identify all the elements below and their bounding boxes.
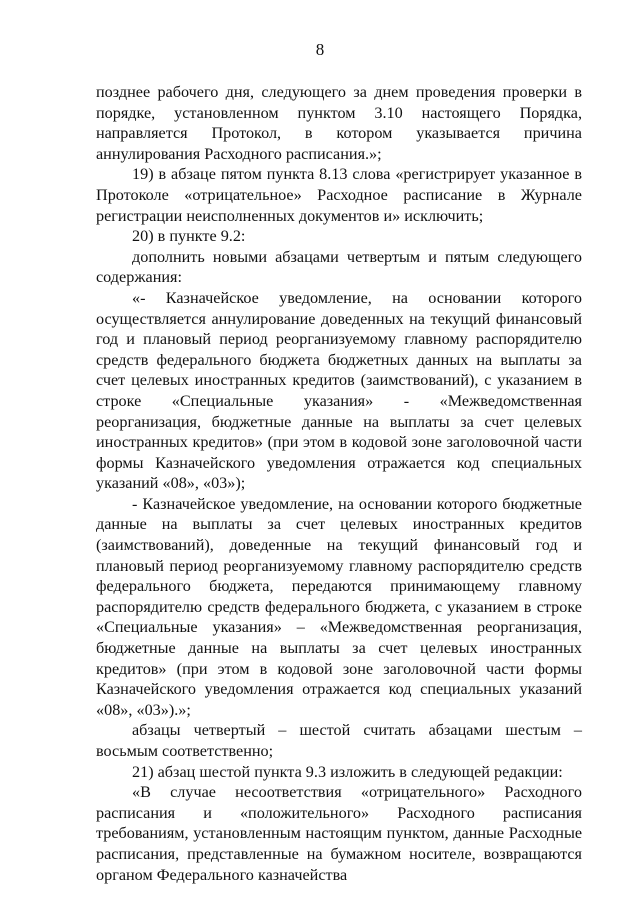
page-number: 8	[315, 40, 325, 59]
paragraph-renumber: абзацы четвертый – шестой считать абзацами шестым – восьмым соответственно;	[96, 721, 582, 760]
paragraph-item-20: 20) в пункте 9.2:	[132, 227, 246, 246]
paragraph-item-19: 19) в абзаце пятом пункта 8.13 слова «регистрирует указанное в Протоколе «отрицательное» Расходное расписание в Журнале регистрации неисполненных документов и» исключить;	[96, 165, 582, 225]
paragraph-item-21: 21) абзац шестой пункта 9.3 изложить в следующей редакции:	[132, 762, 563, 781]
paragraph-continuation: позднее рабочего дня, следующего за днем проведения проверки в порядке, установленном пунктом 3.10 настоящего Порядка, направляется Протокол, в котором указывается причина аннулирования Расходного расписания.»;	[96, 83, 582, 163]
paragraph-add-new-abzacy: дополнить новыми абзацами четвертым и пятым следующего содержания:	[96, 247, 582, 287]
document-body	[96, 82, 582, 885]
paragraph-quote-notice-1: «- Казначейское уведомление, на основании которого осуществляется аннулирование доведенных на текущий финансовый год и плановый период реорганизуемому главному распорядителю средств федерального бюджета бюджетных данных на выплаты за счет целевых иностранных кредитов (заимствований), с указанием в строке «Специальные указания» - «Межведомственная реорганизация, бюджетные данные на выплаты за счет целевых иностранных кредитов» (при этом в кодовой зоне заголовочной части формы Казначейского уведомления отражается код специальных указаний «08», «03»);	[96, 288, 582, 493]
paragraph-new-wording: «В случае несоответствия «отрицательного» Расходного расписания и «положительного» Расходного расписания требованиям, установленным настоящим пунктом, данные Расходные расписания, представленные на бумажном носителе, возвращаются органом Федерального казначейства	[96, 783, 582, 884]
paragraph-quote-notice-2: - Казначейское уведомление, на основании которого бюджетные данные на выплаты за счет целевых иностранных кредитов (заимствований), доведенные на текущий финансовый год и плановый период реорганизуемому главному распорядителю средств федерального бюджета, передаются принимающему главному распорядителю средств федерального бюджета, с указанием в строке «Специальные указания» – «Межведомственная реорганизация, бюджетные данные на выплаты за счет целевых иностранных кредитов» (при этом в кодовой зоне заголовочной части формы Казначейского уведомления отражается код специальных указаний «08», «03»).»;	[96, 494, 582, 719]
